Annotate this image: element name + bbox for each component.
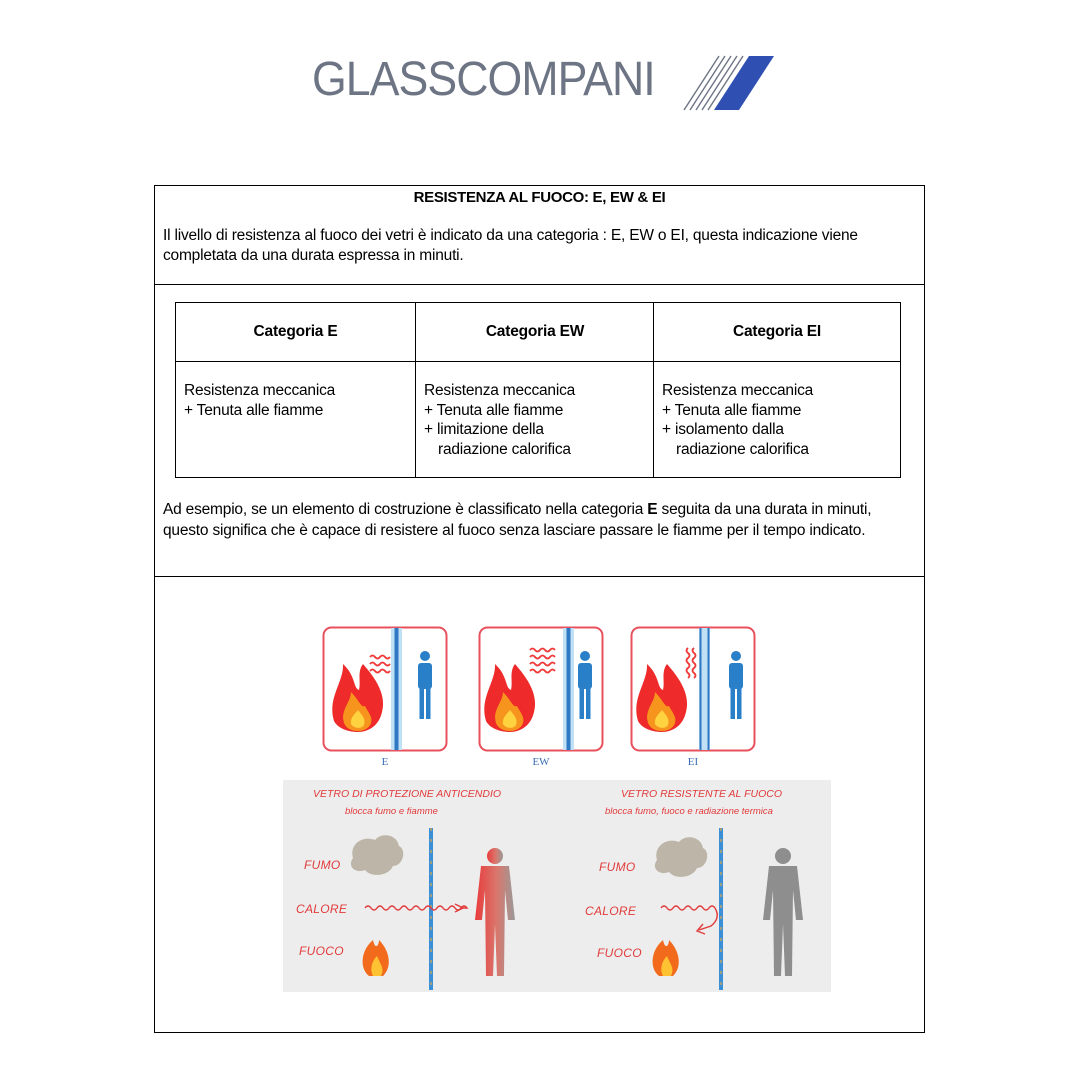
fire-label: FUOCO [299, 944, 344, 958]
heat-wave-icon [661, 906, 717, 930]
category-description [184, 381, 409, 420]
heated-person-icon [475, 848, 515, 976]
intro-paragraph: Il livello di resistenza al fuoco dei vetri è indicato da una categoria : E, EW o EI, questa indicazione viene completata da una durata espressa in minuti. [163, 227, 858, 264]
description-line: + Tenuta alle fiamme [184, 401, 324, 419]
person-icon [763, 848, 803, 976]
glass-comparison-panel [283, 780, 831, 992]
fire-resistance-document [154, 185, 925, 1033]
category-header: Categoria EW [416, 303, 654, 362]
categories-section [155, 284, 924, 577]
example-text-start: Ad esempio, se un elemento di costruzione è classificato nella categoria [163, 501, 648, 518]
description-line: + Tenuta alle fiamme [424, 401, 564, 419]
description-line: Resistenza meccanica [424, 382, 576, 399]
panel-illustration [283, 780, 831, 992]
fire-label: FUOCO [597, 946, 642, 960]
company-logo [312, 50, 782, 112]
fire-icon [653, 940, 679, 976]
smoke-label: FUMO [304, 858, 341, 872]
panel-left-subtitle: blocca fumo e fiamme [345, 806, 438, 817]
example-paragraph [163, 500, 910, 541]
description-line: Resistenza meccanica [184, 382, 336, 399]
categories-table [175, 302, 901, 478]
category-caption: E [381, 756, 389, 768]
logo-stripes-icon [670, 53, 782, 111]
smoke-icon [655, 837, 707, 877]
category-caption: EW [532, 756, 550, 768]
heat-label: CALORE [296, 902, 348, 916]
heat-wave-icon [365, 906, 467, 910]
category-header: Categoria EI [654, 303, 900, 362]
category-ei-column [653, 303, 900, 477]
description-line: Resistenza meccanica [662, 382, 814, 399]
figure-section [155, 576, 924, 1032]
document-title: RESISTENZA AL FUOCO: E, EW & EI [413, 189, 666, 206]
example-category: E [647, 501, 658, 518]
panel-right-subtitle: blocca fumo, fuoco e radiazione termica [605, 806, 773, 817]
description-line: + Tenuta alle fiamme [662, 401, 802, 419]
category-caption: EI [687, 756, 699, 768]
description-line: radiazione calorifica [438, 440, 571, 458]
heat-label: CALORE [585, 904, 637, 918]
smoke-label: FUMO [599, 860, 636, 874]
description-line: + isolamento dalla [662, 421, 784, 438]
category-e-diagram [322, 626, 448, 752]
panel-left-title: VETRO DI PROTEZIONE ANTICENDIO [313, 788, 502, 800]
category-ei-diagram [630, 626, 756, 752]
category-header: Categoria E [176, 303, 415, 362]
description-line: radiazione calorifica [676, 440, 809, 458]
category-e-column [176, 303, 415, 477]
category-ew-column [415, 303, 654, 477]
intro-section [155, 186, 924, 285]
panel-right-title: VETRO RESISTENTE AL FUOCO [621, 788, 783, 800]
fire-icon [363, 940, 389, 976]
category-description [662, 381, 894, 459]
example-text-end: seguita da una durata in minuti, questo significa che è capace di resistere al fuoco senza lasciare passare le fiamme per il tempo indicato. [163, 501, 872, 539]
smoke-icon [351, 835, 403, 875]
description-line: + limitazione della [424, 421, 544, 438]
category-ew-diagram [478, 626, 604, 752]
logo-wordmark: GLASSCOMPANI [312, 53, 655, 106]
category-description [424, 381, 648, 459]
